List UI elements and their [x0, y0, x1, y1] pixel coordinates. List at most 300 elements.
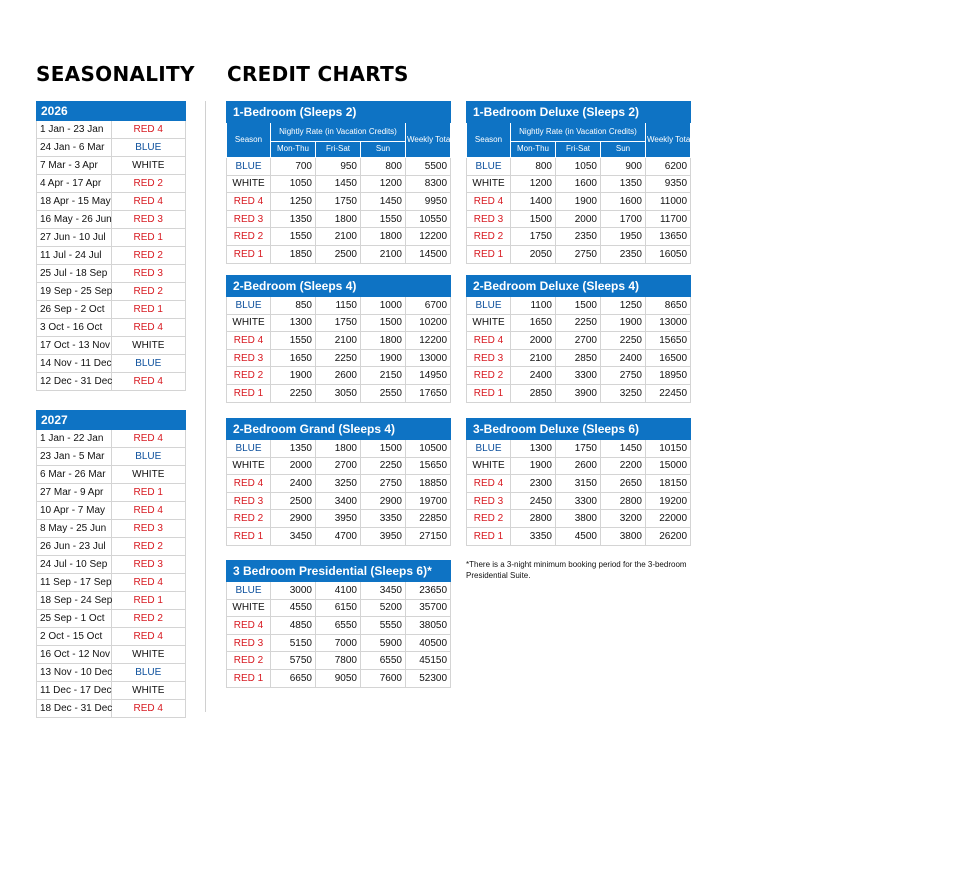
rate-row: [227, 158, 451, 176]
date-range: 16 Oct - 12 Nov: [37, 646, 112, 664]
date-range: 11 Sep - 17 Sep: [37, 574, 112, 592]
credit-value: 2500: [316, 245, 361, 263]
date-range: 12 Dec - 31 Dec: [37, 373, 112, 391]
sun-header: Sun: [601, 142, 646, 158]
unit-title: 1-Bedroom Deluxe (Sleeps 2): [467, 102, 691, 123]
credit-value: 1200: [511, 175, 556, 193]
season-code: RED 1: [111, 229, 186, 247]
credit-value: 52300: [406, 669, 451, 687]
season-code: RED 1: [467, 527, 511, 545]
credit-value: 2900: [361, 492, 406, 510]
credit-value: 3000: [271, 582, 316, 600]
season-row: [37, 139, 186, 157]
unit-title: 3-Bedroom Deluxe (Sleeps 6): [467, 419, 691, 440]
credit-value: 22000: [646, 510, 691, 528]
rate-row: [467, 193, 691, 211]
season-code: BLUE: [111, 355, 186, 373]
season-code: RED 2: [111, 610, 186, 628]
credit-value: 1400: [511, 193, 556, 211]
seasonality-heading: SEASONALITY: [36, 62, 195, 86]
credit-value: 1500: [511, 210, 556, 228]
credit-value: 10500: [406, 440, 451, 458]
credit-value: 2400: [271, 475, 316, 493]
rate-row: [227, 599, 451, 617]
credit-value: 15650: [646, 332, 691, 350]
season-code: WHITE: [111, 337, 186, 355]
season-code: RED 4: [111, 373, 186, 391]
credit-value: 1300: [511, 440, 556, 458]
credit-value: 950: [316, 158, 361, 176]
credit-value: 1900: [601, 314, 646, 332]
season-row: [37, 538, 186, 556]
season-code: RED 4: [467, 332, 511, 350]
date-range: 16 May - 26 Jun: [37, 211, 112, 229]
credit-value: 3400: [316, 492, 361, 510]
credit-value: 22450: [646, 384, 691, 402]
season-code: RED 2: [467, 228, 511, 246]
season-code: WHITE: [467, 457, 511, 475]
season-row: [37, 193, 186, 211]
season-code: WHITE: [111, 466, 186, 484]
credit-value: 6550: [361, 652, 406, 670]
date-range: 10 Apr - 7 May: [37, 502, 112, 520]
season-code: WHITE: [227, 175, 271, 193]
season-code: RED 2: [467, 367, 511, 385]
credit-value: 1800: [316, 210, 361, 228]
season-row: [37, 247, 186, 265]
date-range: 18 Sep - 24 Sep: [37, 592, 112, 610]
credit-value: 3800: [601, 527, 646, 545]
credit-value: 3250: [601, 384, 646, 402]
season-row: [37, 211, 186, 229]
credit-value: 3250: [316, 475, 361, 493]
credit-value: 1600: [556, 175, 601, 193]
season-row: [37, 700, 186, 718]
credit-value: 3900: [556, 384, 601, 402]
credit-value: 1650: [271, 349, 316, 367]
credit-value: 5150: [271, 634, 316, 652]
credit-value: 1150: [316, 297, 361, 315]
rate-row: [227, 245, 451, 263]
season-code: RED 4: [111, 628, 186, 646]
credit-value: 2750: [601, 367, 646, 385]
credit-value: 2000: [271, 457, 316, 475]
credit-value: 10200: [406, 314, 451, 332]
rate-row: [227, 367, 451, 385]
season-code: RED 4: [467, 193, 511, 211]
credit-value: 18950: [646, 367, 691, 385]
credit-value: 3950: [316, 510, 361, 528]
date-range: 3 Oct - 16 Oct: [37, 319, 112, 337]
season-code: RED 3: [111, 556, 186, 574]
season-code: RED 1: [467, 245, 511, 263]
season-row: [37, 283, 186, 301]
title-row: [467, 419, 691, 440]
credit-value: 11700: [646, 210, 691, 228]
credit-value: 800: [361, 158, 406, 176]
rate-row: [467, 314, 691, 332]
credit-value: 800: [511, 158, 556, 176]
mon-thu-header: Mon-Thu: [271, 142, 316, 158]
credit-value: 19200: [646, 492, 691, 510]
season-row: [37, 574, 186, 592]
season-code: WHITE: [111, 682, 186, 700]
credit-value: 3950: [361, 527, 406, 545]
rate-row: [227, 314, 451, 332]
credit-value: 14500: [406, 245, 451, 263]
credit-value: 2350: [556, 228, 601, 246]
season-code: RED 3: [227, 349, 271, 367]
rate-row: [467, 475, 691, 493]
season-row: [37, 466, 186, 484]
credit-value: 8300: [406, 175, 451, 193]
credit-value: 850: [271, 297, 316, 315]
season-code: BLUE: [467, 297, 511, 315]
date-range: 18 Apr - 15 May: [37, 193, 112, 211]
date-range: 27 Jun - 10 Jul: [37, 229, 112, 247]
credit-value: 2350: [601, 245, 646, 263]
credit-value: 2700: [316, 457, 361, 475]
credit-value: 1450: [601, 440, 646, 458]
credit-value: 1250: [601, 297, 646, 315]
season-row: [37, 448, 186, 466]
credit-value: 2300: [511, 475, 556, 493]
unit-title: 2-Bedroom Grand (Sleeps 4): [227, 419, 451, 440]
season-code: RED 1: [111, 592, 186, 610]
date-range: 7 Mar - 3 Apr: [37, 157, 112, 175]
credit-value: 1800: [361, 228, 406, 246]
rate-row: [467, 332, 691, 350]
credit-value: 1550: [361, 210, 406, 228]
season-code: RED 4: [111, 319, 186, 337]
season-row: [37, 175, 186, 193]
season-code: RED 4: [227, 193, 271, 211]
date-range: 8 May - 25 Jun: [37, 520, 112, 538]
credit-value: 1500: [556, 297, 601, 315]
season-code: RED 4: [111, 193, 186, 211]
credit-value: 8650: [646, 297, 691, 315]
credit-value: 1500: [361, 314, 406, 332]
season-code: WHITE: [111, 646, 186, 664]
credit-value: 2650: [601, 475, 646, 493]
credit-value: 13000: [406, 349, 451, 367]
season-code: RED 1: [227, 669, 271, 687]
season-code: WHITE: [467, 314, 511, 332]
date-range: 6 Mar - 26 Mar: [37, 466, 112, 484]
season-code: BLUE: [111, 664, 186, 682]
season-code: RED 4: [111, 502, 186, 520]
credit-table-5: [466, 418, 691, 546]
credit-table-1: [466, 101, 691, 264]
credit-value: 1750: [316, 314, 361, 332]
title-row: [467, 276, 691, 297]
season-code: RED 4: [111, 700, 186, 718]
season-code: RED 1: [467, 384, 511, 402]
credit-value: 6200: [646, 158, 691, 176]
credit-value: 16050: [646, 245, 691, 263]
credit-value: 5500: [406, 158, 451, 176]
season-code: RED 2: [111, 247, 186, 265]
season-code: RED 1: [227, 245, 271, 263]
date-range: 13 Nov - 10 Dec: [37, 664, 112, 682]
credit-value: 1100: [511, 297, 556, 315]
season-code: RED 3: [467, 349, 511, 367]
credit-value: 1250: [271, 193, 316, 211]
date-range: 25 Jul - 18 Sep: [37, 265, 112, 283]
season-code: BLUE: [111, 448, 186, 466]
title-row: [227, 276, 451, 297]
credit-value: 1850: [271, 245, 316, 263]
credit-table-0: [226, 101, 451, 264]
rate-row: [227, 669, 451, 687]
credit-value: 3350: [361, 510, 406, 528]
date-range: 18 Dec - 31 Dec: [37, 700, 112, 718]
credit-value: 2500: [271, 492, 316, 510]
season-code: RED 3: [111, 265, 186, 283]
credit-value: 5550: [361, 617, 406, 635]
season-code: RED 2: [227, 652, 271, 670]
credit-value: 10150: [646, 440, 691, 458]
credit-value: 1500: [361, 440, 406, 458]
credit-value: 2750: [361, 475, 406, 493]
credit-value: 1050: [271, 175, 316, 193]
seasonality-table-0: [36, 101, 186, 391]
credit-value: 3800: [556, 510, 601, 528]
credit-value: 26200: [646, 527, 691, 545]
credit-value: 16500: [646, 349, 691, 367]
rate-row: [227, 440, 451, 458]
title-row: [227, 102, 451, 123]
rate-row: [467, 440, 691, 458]
rate-row: [227, 527, 451, 545]
season-code: RED 3: [227, 210, 271, 228]
credit-value: 1550: [271, 332, 316, 350]
credit-value: 4100: [316, 582, 361, 600]
credit-value: 38050: [406, 617, 451, 635]
credit-value: 7800: [316, 652, 361, 670]
presidential-footnote: *There is a 3-night minimum booking period for the 3-bedroom Presidential Suite.: [466, 560, 687, 580]
fri-sat-header: Fri-Sat: [556, 142, 601, 158]
rate-row: [227, 297, 451, 315]
credit-value: 1900: [511, 457, 556, 475]
year-label: 2026: [37, 102, 186, 121]
credit-value: 18850: [406, 475, 451, 493]
date-range: 24 Jul - 10 Sep: [37, 556, 112, 574]
credit-value: 9050: [316, 669, 361, 687]
season-code: BLUE: [227, 440, 271, 458]
credit-value: 2850: [556, 349, 601, 367]
credit-value: 35700: [406, 599, 451, 617]
credit-value: 7600: [361, 669, 406, 687]
date-range: 25 Sep - 1 Oct: [37, 610, 112, 628]
rate-row: [467, 527, 691, 545]
credit-value: 6550: [316, 617, 361, 635]
season-row: [37, 556, 186, 574]
credit-value: 1600: [601, 193, 646, 211]
season-code: WHITE: [467, 175, 511, 193]
credit-value: 2050: [511, 245, 556, 263]
credit-value: 2600: [316, 367, 361, 385]
credit-value: 13650: [646, 228, 691, 246]
credit-value: 2800: [511, 510, 556, 528]
rate-row: [467, 367, 691, 385]
credit-value: 2400: [601, 349, 646, 367]
season-code: RED 2: [111, 283, 186, 301]
credit-value: 5750: [271, 652, 316, 670]
season-row: [37, 682, 186, 700]
season-code: RED 3: [111, 520, 186, 538]
unit-title: 1-Bedroom (Sleeps 2): [227, 102, 451, 123]
credit-value: 6650: [271, 669, 316, 687]
credit-value: 15000: [646, 457, 691, 475]
credit-value: 2250: [361, 457, 406, 475]
credit-value: 1700: [601, 210, 646, 228]
credit-value: 2100: [316, 332, 361, 350]
credit-value: 3050: [316, 384, 361, 402]
credit-value: 2550: [361, 384, 406, 402]
credit-value: 4550: [271, 599, 316, 617]
sun-header: Sun: [361, 142, 406, 158]
credit-value: 1800: [316, 440, 361, 458]
credit-value: 900: [601, 158, 646, 176]
rate-row: [227, 228, 451, 246]
date-range: 4 Apr - 17 Apr: [37, 175, 112, 193]
season-code: WHITE: [227, 457, 271, 475]
date-range: 23 Jan - 5 Mar: [37, 448, 112, 466]
credit-value: 11000: [646, 193, 691, 211]
rate-row: [467, 245, 691, 263]
credit-value: 2850: [511, 384, 556, 402]
credit-value: 13000: [646, 314, 691, 332]
credit-value: 3300: [556, 367, 601, 385]
season-code: RED 3: [227, 492, 271, 510]
rate-row: [227, 349, 451, 367]
season-code: RED 4: [111, 121, 186, 139]
credit-value: 3350: [511, 527, 556, 545]
date-range: 14 Nov - 11 Dec: [37, 355, 112, 373]
date-range: 1 Jan - 22 Jan: [37, 430, 112, 448]
credit-value: 18150: [646, 475, 691, 493]
year-row: [37, 411, 186, 430]
credit-value: 1550: [271, 228, 316, 246]
credit-value: 1950: [601, 228, 646, 246]
season-code: RED 1: [227, 384, 271, 402]
season-row: [37, 520, 186, 538]
season-code: RED 4: [227, 475, 271, 493]
year-row: [37, 102, 186, 121]
season-code: RED 4: [227, 617, 271, 635]
rate-row: [467, 297, 691, 315]
credit-value: 1050: [556, 158, 601, 176]
credit-value: 1750: [316, 193, 361, 211]
season-code: RED 4: [227, 332, 271, 350]
rate-row: [227, 475, 451, 493]
rate-row: [467, 349, 691, 367]
season-row: [37, 664, 186, 682]
rate-row: [227, 332, 451, 350]
credit-value: 10550: [406, 210, 451, 228]
credit-table-3: [466, 275, 691, 403]
rate-row: [227, 634, 451, 652]
nightly-rate-header: Nightly Rate (in Vacation Credits): [271, 123, 406, 142]
season-header: Season: [227, 123, 271, 158]
credit-value: 27150: [406, 527, 451, 545]
season-row: [37, 373, 186, 391]
unit-title: 2-Bedroom (Sleeps 4): [227, 276, 451, 297]
season-code: RED 3: [111, 211, 186, 229]
credit-value: 22850: [406, 510, 451, 528]
credit-value: 9950: [406, 193, 451, 211]
credit-value: 700: [271, 158, 316, 176]
rate-row: [227, 384, 451, 402]
season-code: RED 2: [467, 510, 511, 528]
credit-charts-heading: CREDIT CHARTS: [227, 62, 409, 86]
rate-row: [467, 228, 691, 246]
credit-value: 1350: [271, 440, 316, 458]
credit-table-4: [226, 418, 451, 546]
season-code: BLUE: [227, 582, 271, 600]
credit-value: 2000: [511, 332, 556, 350]
credit-value: 2000: [556, 210, 601, 228]
credit-value: 2400: [511, 367, 556, 385]
credit-value: 2100: [316, 228, 361, 246]
rate-row: [467, 510, 691, 528]
credit-value: 19700: [406, 492, 451, 510]
credit-value: 1650: [511, 314, 556, 332]
rate-row: [467, 457, 691, 475]
season-code: BLUE: [227, 297, 271, 315]
credit-value: 12200: [406, 332, 451, 350]
date-range: 27 Mar - 9 Apr: [37, 484, 112, 502]
credit-value: 7000: [316, 634, 361, 652]
season-row: [37, 319, 186, 337]
season-code: RED 3: [467, 492, 511, 510]
credit-value: 1300: [271, 314, 316, 332]
column-divider: [205, 101, 206, 712]
season-code: RED 1: [111, 484, 186, 502]
rate-row: [467, 384, 691, 402]
season-row: [37, 646, 186, 664]
credit-value: 12200: [406, 228, 451, 246]
credit-value: 2100: [361, 245, 406, 263]
credit-value: 2450: [511, 492, 556, 510]
credit-value: 2800: [601, 492, 646, 510]
credit-value: 2250: [316, 349, 361, 367]
credit-value: 1900: [361, 349, 406, 367]
rate-row: [227, 457, 451, 475]
credit-value: 3200: [601, 510, 646, 528]
season-code: RED 1: [227, 527, 271, 545]
date-range: 11 Dec - 17 Dec: [37, 682, 112, 700]
weekly-total-header: Weekly Total: [646, 123, 691, 158]
season-row: [37, 592, 186, 610]
credit-value: 1750: [556, 440, 601, 458]
credit-table-2: [226, 275, 451, 403]
title-row: [227, 419, 451, 440]
credit-value: 1000: [361, 297, 406, 315]
credit-value: 1800: [361, 332, 406, 350]
season-code: WHITE: [111, 157, 186, 175]
season-code: BLUE: [467, 440, 511, 458]
rate-row: [227, 582, 451, 600]
credit-value: 2200: [601, 457, 646, 475]
credit-value: 40500: [406, 634, 451, 652]
title-row: [467, 102, 691, 123]
credit-value: 3300: [556, 492, 601, 510]
season-code: BLUE: [227, 158, 271, 176]
credit-value: 4500: [556, 527, 601, 545]
date-range: 17 Oct - 13 Nov: [37, 337, 112, 355]
